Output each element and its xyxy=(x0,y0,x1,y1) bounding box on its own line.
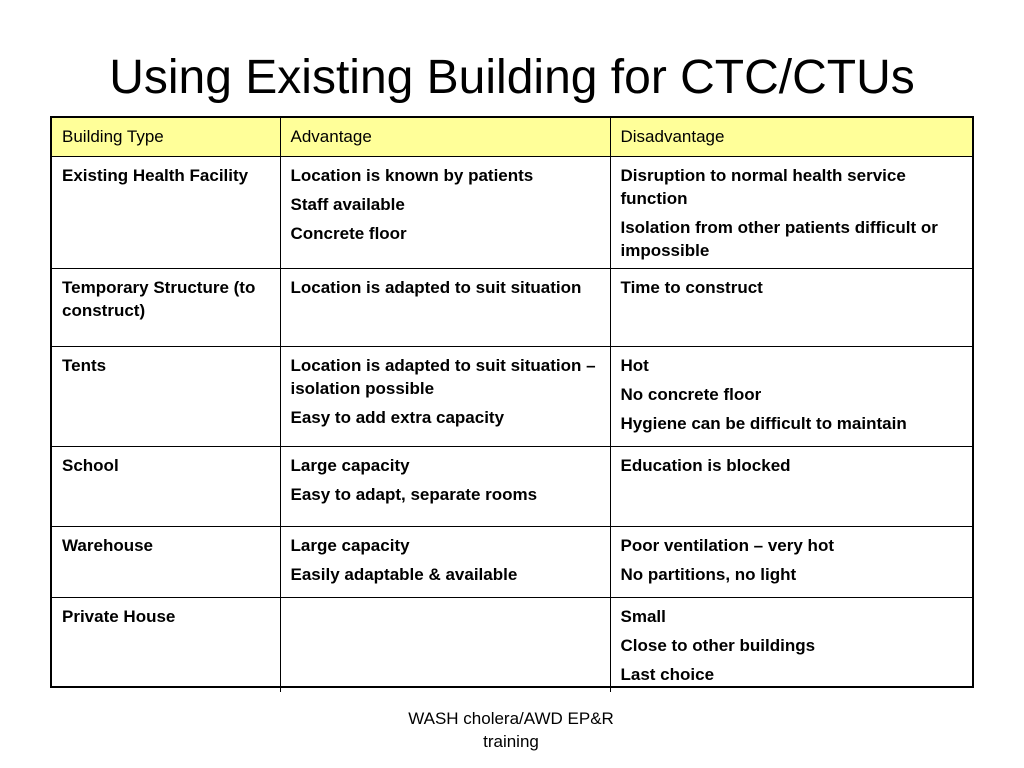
advantage-cell xyxy=(280,597,610,692)
table-row xyxy=(52,597,972,692)
cell-line: Private House xyxy=(62,606,176,626)
cell-line: No concrete floor xyxy=(620,384,762,404)
cell-line: Concrete floor xyxy=(290,223,407,243)
cell-line: Hot xyxy=(620,355,649,375)
cell-line: Tents xyxy=(62,355,107,375)
building-type-cell xyxy=(52,446,280,526)
header-building-type: Building Type xyxy=(52,118,280,156)
disadvantage-cell xyxy=(610,597,972,692)
building-type-cell xyxy=(52,346,280,446)
table-row xyxy=(52,526,972,597)
cell-line: Warehouse xyxy=(62,535,154,555)
advantage-cell xyxy=(280,446,610,526)
advantage-cell xyxy=(280,346,610,446)
disadvantage-cell xyxy=(610,268,972,346)
building-type-cell xyxy=(52,526,280,597)
table-row xyxy=(52,346,972,446)
comparison-grid xyxy=(52,118,972,692)
advantage-cell xyxy=(280,526,610,597)
building-type-cell xyxy=(52,597,280,692)
cell-line: Isolation from other patients difficult or impossible xyxy=(620,217,938,260)
cell-line: Large capacity xyxy=(290,535,410,555)
building-type-cell xyxy=(52,268,280,346)
cell-line: Staff available xyxy=(290,194,405,214)
footer-line-2: training xyxy=(483,732,539,751)
cell-line: Time to construct xyxy=(620,277,763,297)
cell-line: No partitions, no light xyxy=(620,564,797,584)
cell-line: Location is adapted to suit situation xyxy=(290,277,582,297)
building-type-cell xyxy=(52,156,280,268)
cell-line: Small xyxy=(620,606,666,626)
cell-line: Large capacity xyxy=(290,455,410,475)
cell-line: Close to other buildings xyxy=(620,635,816,655)
table-row xyxy=(52,446,972,526)
cell-line: Easily adaptable & available xyxy=(290,564,518,584)
advantage-cell xyxy=(280,156,610,268)
building-comparison-table xyxy=(50,116,974,688)
cell-line: Disruption to normal health service function xyxy=(620,165,906,208)
table-row xyxy=(52,156,972,268)
cell-line: Temporary Structure (to construct) xyxy=(62,277,256,320)
cell-line: Existing Health Facility xyxy=(62,165,249,185)
slide-title: Using Existing Building for CTC/CTUs xyxy=(109,51,915,104)
disadvantage-cell xyxy=(610,346,972,446)
cell-line: Last choice xyxy=(620,664,715,684)
table-row xyxy=(52,268,972,346)
footer-line-1: WASH cholera/AWD EP&R xyxy=(408,709,614,728)
cell-line: Location is known by patients xyxy=(290,165,534,185)
advantage-cell xyxy=(280,268,610,346)
cell-line: Easy to add extra capacity xyxy=(290,407,505,427)
cell-line: Hygiene can be difficult to maintain xyxy=(620,413,907,433)
slide-footer xyxy=(380,707,642,753)
header-disadvantage: Disadvantage xyxy=(610,118,972,156)
cell-line: Easy to adapt, separate rooms xyxy=(290,484,538,504)
table-header-row xyxy=(52,118,972,156)
cell-line: Education is blocked xyxy=(620,455,791,475)
disadvantage-cell xyxy=(610,526,972,597)
disadvantage-cell xyxy=(610,446,972,526)
cell-line: Location is adapted to suit situation – isolation possible xyxy=(290,355,596,398)
table-body xyxy=(52,156,972,692)
cell-line: Poor ventilation – very hot xyxy=(620,535,834,555)
disadvantage-cell xyxy=(610,156,972,268)
cell-line: School xyxy=(62,455,119,475)
header-advantage: Advantage xyxy=(280,118,610,156)
